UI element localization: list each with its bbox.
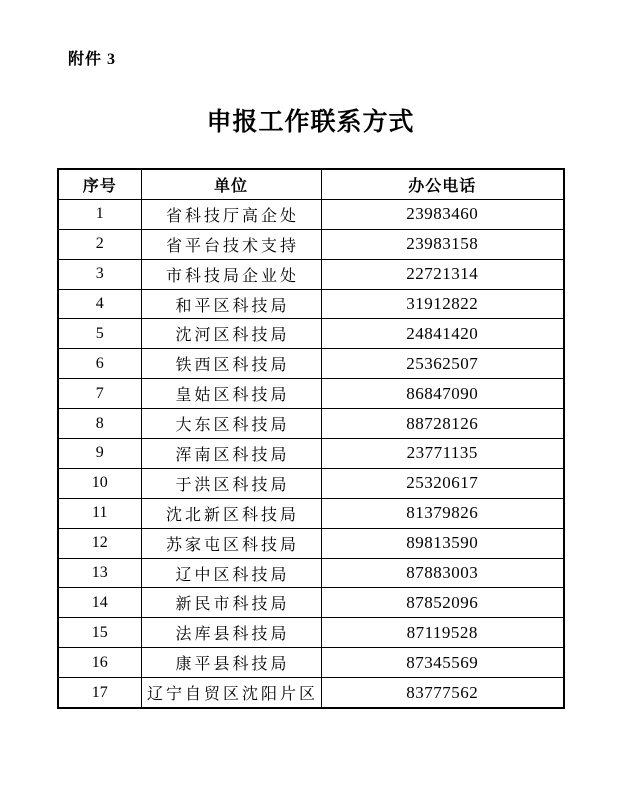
phone-cell: 22721314 [321,259,564,289]
phone-cell: 87883003 [321,558,564,588]
unit-cell: 市科技局企业处 [141,259,321,289]
serial-cell: 3 [58,259,141,289]
unit-cell: 辽中区科技局 [141,558,321,588]
phone-cell: 23983460 [321,199,564,229]
table-row [58,498,564,528]
unit-cell: 皇姑区科技局 [141,379,321,409]
unit-cell: 省平台技术支持 [141,229,321,259]
phone-cell: 87119528 [321,618,564,648]
serial-cell: 16 [58,648,141,678]
unit-cell: 大东区科技局 [141,409,321,439]
phone-cell: 88728126 [321,409,564,439]
table-row [58,349,564,379]
phone-cell: 23983158 [321,229,564,259]
phone-cell: 25320617 [321,468,564,498]
unit-cell: 铁西区科技局 [141,349,321,379]
serial-cell: 9 [58,439,141,469]
serial-cell: 17 [58,678,141,708]
serial-cell: 8 [58,409,141,439]
unit-cell: 省科技厅高企处 [141,199,321,229]
serial-cell: 12 [58,528,141,558]
phone-cell: 31912822 [321,289,564,319]
phone-cell: 81379826 [321,498,564,528]
table-row [58,648,564,678]
table-row [58,379,564,409]
unit-cell: 于洪区科技局 [141,468,321,498]
table-row [58,319,564,349]
phone-cell: 86847090 [321,379,564,409]
serial-cell: 1 [58,199,141,229]
table-row [58,199,564,229]
phone-cell: 23771135 [321,439,564,469]
unit-cell: 康平县科技局 [141,648,321,678]
phone-cell: 89813590 [321,528,564,558]
table-row [58,468,564,498]
unit-cell: 辽宁自贸区沈阳片区 [141,678,321,708]
serial-cell: 7 [58,379,141,409]
phone-cell: 87852096 [321,588,564,618]
column-header-unit: 单位 [141,169,321,199]
table-row [58,588,564,618]
table-row [58,229,564,259]
contact-table [57,168,565,709]
serial-cell: 15 [58,618,141,648]
serial-cell: 2 [58,229,141,259]
serial-cell: 6 [58,349,141,379]
serial-cell: 13 [58,558,141,588]
unit-cell: 沈河区科技局 [141,319,321,349]
page-title: 申报工作联系方式 [206,109,415,136]
serial-cell: 11 [58,498,141,528]
unit-cell: 苏家屯区科技局 [141,528,321,558]
table-row [58,409,564,439]
table-row [58,558,564,588]
table-row [58,259,564,289]
unit-cell: 和平区科技局 [141,289,321,319]
table-row [58,678,564,708]
table-row [58,528,564,558]
column-header-phone: 办公电话 [321,169,564,199]
unit-cell: 法库县科技局 [141,618,321,648]
serial-cell: 4 [58,289,141,319]
serial-cell: 5 [58,319,141,349]
phone-cell: 24841420 [321,319,564,349]
unit-cell: 浑南区科技局 [141,439,321,469]
column-header-serial: 序号 [58,169,141,199]
serial-cell: 10 [58,468,141,498]
unit-cell: 新民市科技局 [141,588,321,618]
serial-cell: 14 [58,588,141,618]
phone-cell: 83777562 [321,678,564,708]
table-row [58,618,564,648]
table-header-row [58,169,564,199]
unit-cell: 沈北新区科技局 [141,498,321,528]
phone-cell: 25362507 [321,349,564,379]
table-row [58,289,564,319]
attachment-label: 附件 3 [68,51,117,68]
table-row [58,439,564,469]
phone-cell: 87345569 [321,648,564,678]
